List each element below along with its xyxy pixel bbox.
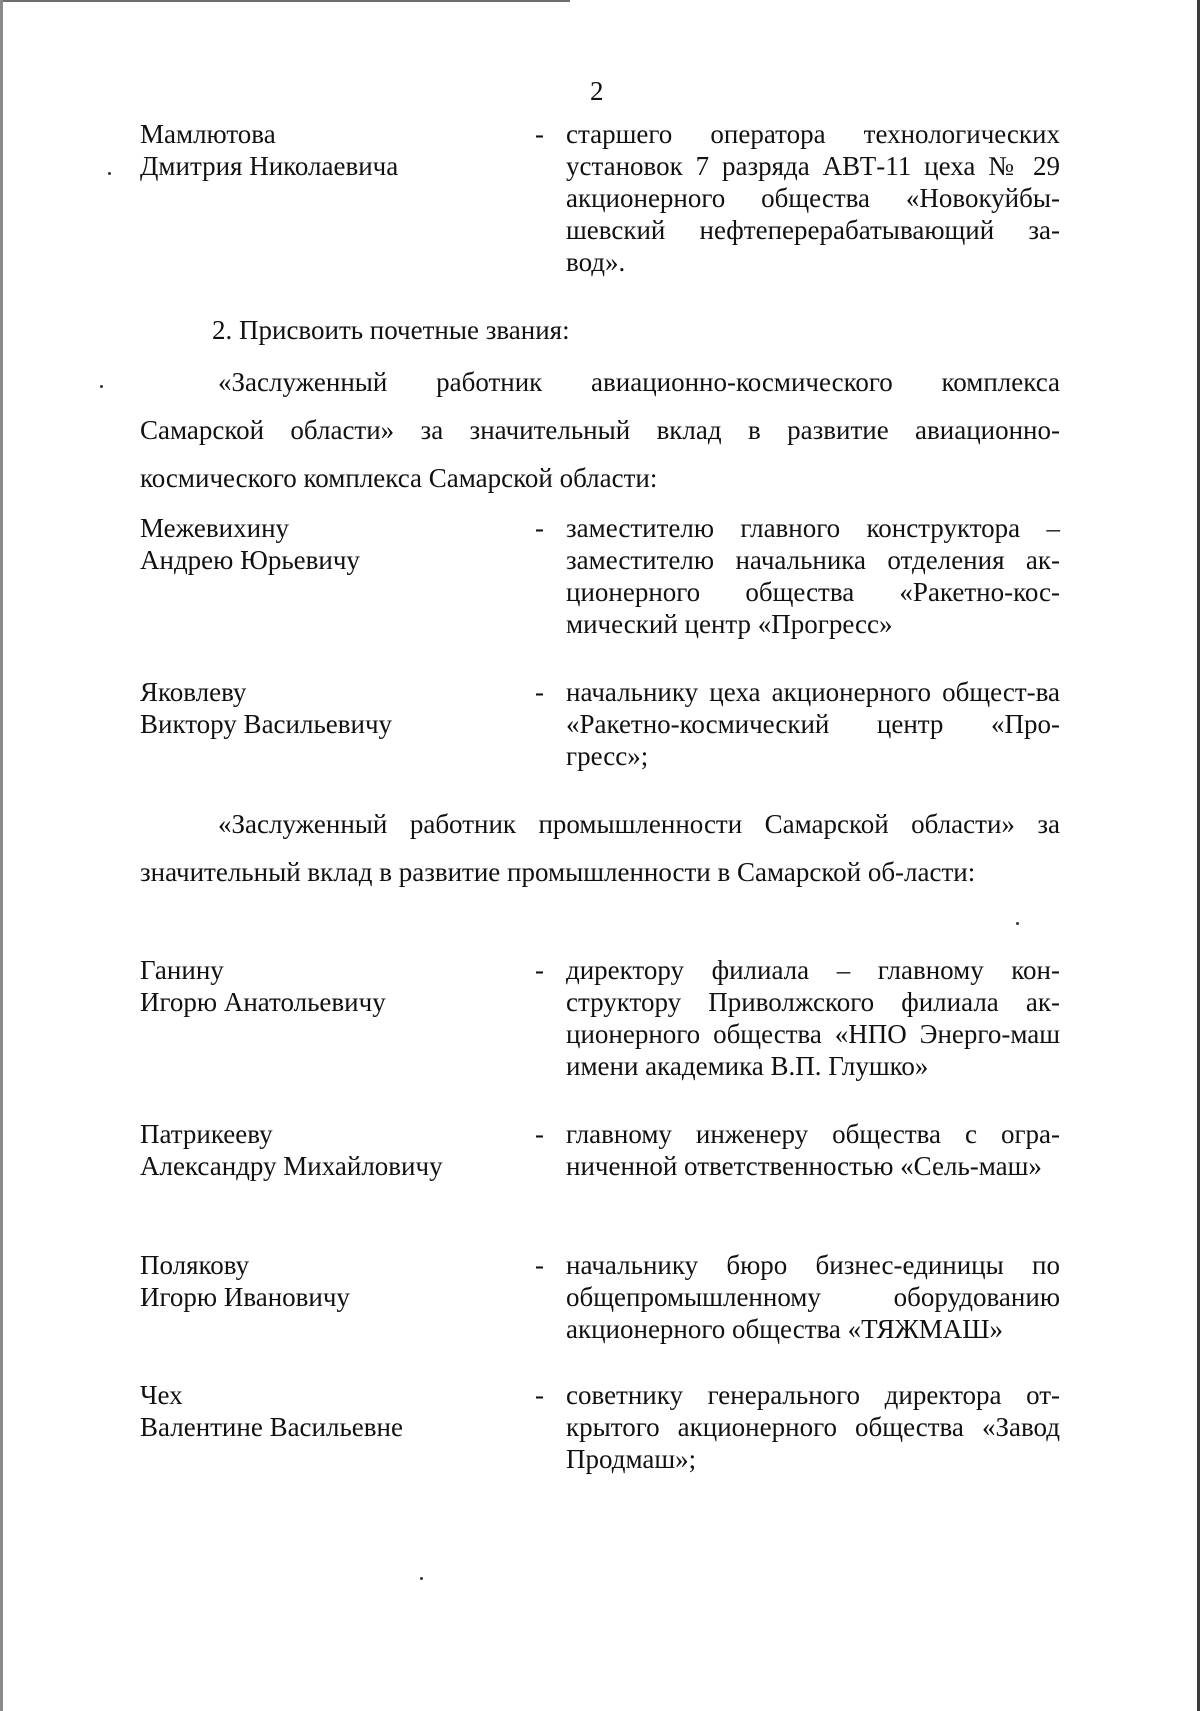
recipient-surname: Яковлеву [140, 677, 247, 707]
recipient-name [140, 1249, 350, 1313]
page-number: 2 [590, 76, 604, 106]
recipient-position: начальнику цеха акционерного общест-ва «Ракетно-космический центр «Про-гресс»; [566, 677, 1060, 771]
recipient-name [140, 512, 360, 576]
entry-dash: - [535, 1119, 544, 1149]
recipient-surname: Патрикееву [140, 1119, 273, 1149]
recipient-given-names: Игорю Анатольевичу [140, 987, 386, 1017]
section-heading: 2. Присвоить почетные звания: [212, 315, 570, 345]
recipient-surname: Мамлютова [140, 119, 276, 149]
entry-dash: - [535, 1380, 544, 1410]
entry-dash: - [535, 513, 544, 543]
recipient-given-names: Дмитрия Николаевича [140, 151, 399, 181]
recipient-given-names: Игорю Ивановичу [140, 1282, 350, 1312]
recipient-surname: Межевихину [140, 513, 290, 543]
recipient-name [140, 954, 386, 1018]
entry-dash: - [535, 119, 544, 149]
recipient-given-names: Александру Михайловичу [140, 1151, 443, 1181]
entry-dash: - [535, 955, 544, 985]
scan-speck [1016, 922, 1019, 925]
honorary-title-industry: «Заслуженный работник промышленности Самарской области» за значительный вклад в развитие промышленности в Самарской об-ласти: [140, 809, 1060, 887]
recipient-surname: Ганину [140, 955, 224, 985]
recipient-surname: Чех [140, 1380, 183, 1410]
recipient-name [140, 1379, 403, 1443]
entry-dash: - [535, 1250, 544, 1280]
recipient-given-names: Валентине Васильевне [140, 1412, 403, 1442]
scan-speck [108, 172, 111, 175]
scan-left-border [0, 0, 3, 1711]
recipient-name [140, 676, 392, 740]
recipient-surname: Полякову [140, 1250, 250, 1280]
recipient-position: директору филиала – главному кон-структору Приволжского филиала ак-ционерного общества «НПО Энерго-маш имени академика В.П. Глушко» [566, 955, 1060, 1081]
scan-speck [100, 385, 103, 388]
recipient-position: заместителю главного конструктора – заместителю начальника отделения ак-ционерного общества «Ракетно-кос-мический центр «Прогресс» [566, 513, 1060, 639]
scan-speck [420, 1577, 423, 1580]
recipient-position: советнику генерального директора от-крытого акционерного общества «Завод Продмаш»; [566, 1380, 1060, 1474]
recipient-position: старшего оператора технологических установок 7 разряда АВТ-11 цеха № 29 акционерного общества «Новокуйбы-шевский нефтеперерабатывающий за-вод». [566, 119, 1060, 277]
recipient-given-names: Андрею Юрьевичу [140, 545, 360, 575]
honorary-title-aerospace: «Заслуженный работник авиационно-космического комплекса Самарской области» за значительный вклад в развитие авиационно-космического комплекса Самарской области: [140, 367, 1060, 493]
recipient-position: главному инженеру общества с огра-ниченной ответственностью «Сель-маш» [566, 1119, 1060, 1181]
recipient-given-names: Виктору Васильевичу [140, 709, 393, 739]
scan-top-border [0, 0, 570, 2]
recipient-name [140, 118, 398, 182]
entry-dash: - [535, 677, 544, 707]
recipient-position: начальнику бюро бизнес-единицы по общепромышленному оборудованию акционерного общества «ТЯЖМАШ» [566, 1250, 1060, 1344]
recipient-name [140, 1118, 443, 1182]
